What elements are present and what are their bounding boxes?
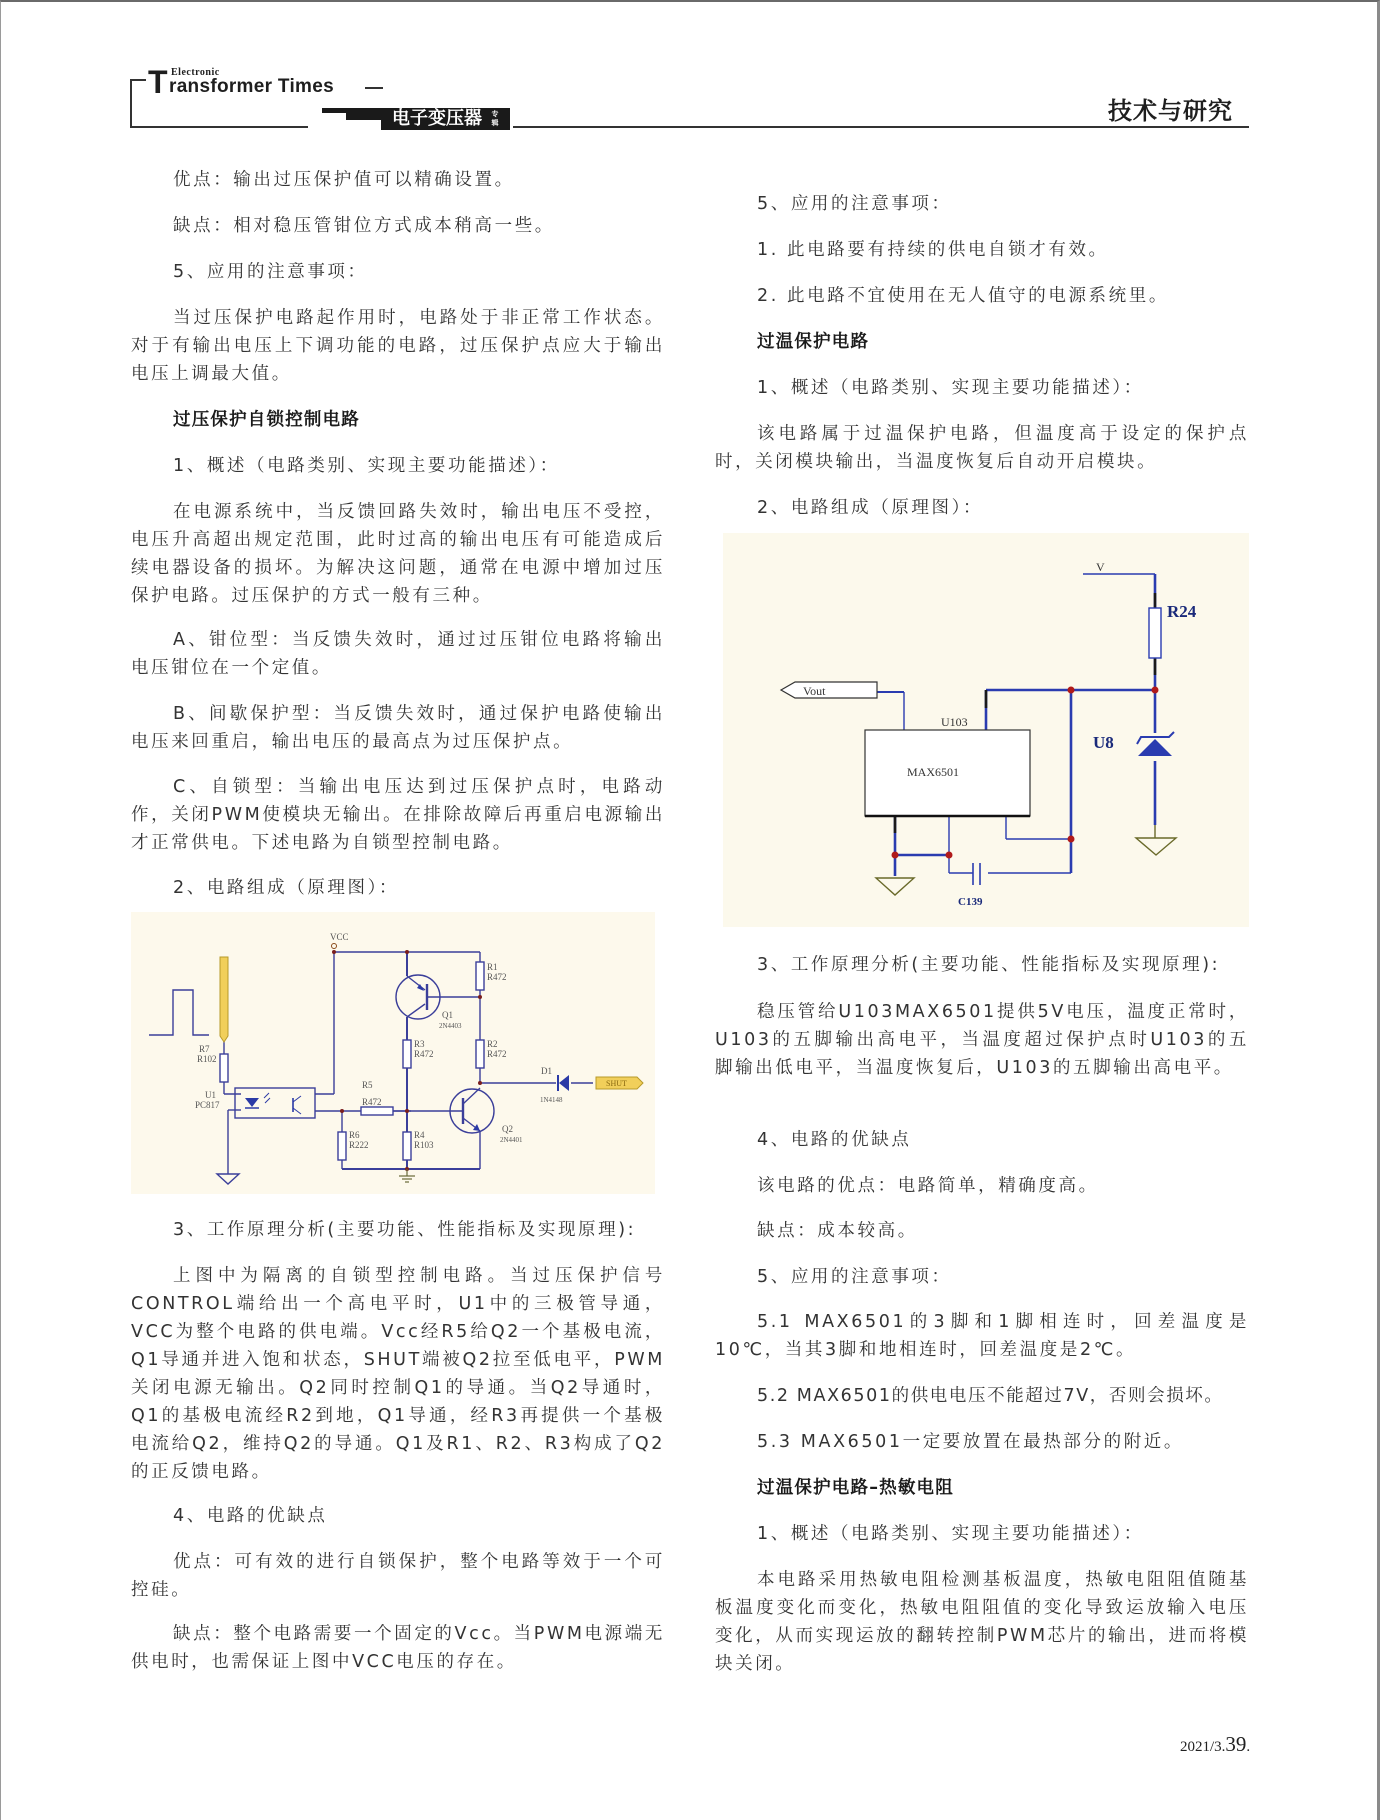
paragraph: 缺点：整个电路需要一个固定的Vcc。当PWM电源端无供电时，也需保证上图中VCC电压的存在。 [131, 1624, 665, 1672]
label-r4-value: R103 [414, 1140, 434, 1150]
label-shut: SHUT [606, 1079, 627, 1088]
label-r24: R24 [1167, 602, 1197, 621]
paragraph: 4、电路的优缺点 [173, 1506, 328, 1526]
paragraph: 5、应用的注意事项： [173, 262, 368, 282]
label-r6-value: R222 [349, 1140, 369, 1150]
brand-initial: T [148, 64, 168, 100]
figure-over-temp-circuit [723, 533, 1249, 927]
page-number: 39 [1225, 1732, 1247, 1756]
paragraph: B、间歇保护型：当反馈失效时，通过保护电路使输出电压来回重启，输出电压的最高点为过压保护点。 [131, 704, 665, 752]
paragraph: 1、概述（电路类别、实现主要功能描述）： [757, 1524, 1144, 1544]
label-r2: R2 [487, 1039, 498, 1049]
label-q2: Q2 [502, 1124, 513, 1134]
label-r4: R4 [414, 1130, 425, 1140]
resistor-r3 [403, 1040, 411, 1068]
label-r1-value: R472 [487, 972, 507, 982]
brand-cn-title: 电子变压器 [392, 108, 482, 129]
paragraph: 4、电路的优缺点 [757, 1130, 912, 1150]
header-rule [130, 79, 132, 127]
label-max6501: MAX6501 [907, 765, 960, 779]
header-rule [130, 79, 146, 81]
paragraph: 当过压保护电路起作用时，电路处于非正常工作状态。对于有输出电压上下调功能的电路，过压保护点应大于输出电压上调最大值。 [131, 308, 665, 384]
paragraph: 缺点：相对稳压管钳位方式成本稍高一些。 [173, 216, 555, 236]
label-r5-value: R472 [362, 1097, 382, 1107]
label-d1: D1 [541, 1066, 552, 1076]
label-q1-value: 2N4403 [439, 1022, 462, 1030]
label-r6: R6 [349, 1130, 360, 1140]
paragraph: 5、应用的注意事项： [757, 194, 952, 214]
paragraph: 优点：可有效的进行自锁保护，整个电路等效于一个可控硅。 [131, 1552, 665, 1600]
paragraph: 5.1 MAX6501的3脚和1脚相连时，回差温度是10℃，当其3脚和地相连时，回差温度是2℃。 [715, 1312, 1249, 1360]
label-r1: R1 [487, 962, 498, 972]
resistor-r7 [220, 1054, 228, 1082]
section-heading: 过温保护电路–热敏电阻 [757, 1478, 954, 1498]
paragraph: 稳压管给U103MAX6501提供5V电压，温度正常时，U103的五脚输出高电平，当温度超过保护点时U103的五脚输出低电平，当温度恢复后，U103的五脚输出高电平。 [715, 1002, 1249, 1078]
paragraph: 2、电路组成（原理图）： [173, 878, 400, 898]
paragraph: 5、应用的注意事项： [757, 1267, 952, 1287]
section-heading: 过温保护电路 [757, 332, 870, 352]
issue-number: 2021/3. [1180, 1739, 1226, 1755]
paragraph: 1. 此电路要有持续的供电自锁才有效。 [757, 240, 1109, 260]
label-u1: U1 [205, 1090, 216, 1100]
paragraph: 1、概述（电路类别、实现主要功能描述）： [173, 456, 560, 476]
label-c139: C139 [958, 896, 983, 908]
header-rule [365, 87, 383, 89]
header-rule [130, 126, 308, 128]
brand-prefix: Electronic [171, 67, 220, 78]
control-input-connector [220, 957, 228, 1042]
label-u8: U8 [1093, 733, 1114, 752]
paragraph: 3、工作原理分析(主要功能、性能指标及实现原理): [757, 955, 1221, 975]
resistor-r5 [361, 1107, 393, 1115]
resistor-r6 [338, 1132, 346, 1160]
brand-name: ransformer Times [169, 76, 334, 97]
paragraph: 该电路的优点：电路简单，精确度高。 [757, 1176, 1099, 1196]
label-d1-value: 1N4148 [540, 1096, 563, 1104]
label-vout: Vout [803, 684, 826, 698]
label-r7: R7 [199, 1044, 210, 1054]
paragraph: 上图中为隔离的自锁型控制电路。当过压保护信号CONTROL端给出一个高电平时，U1中的三极管导通，VCC为整个电路的供电端。Vcc经R5给Q2一个基极电流，Q1导通并进入饱和状态，SHUT端被Q2拉至低电平，PWM关闭电源无输出。Q2同时控制Q1的导通。当Q2导通时，Q1的基极电流经R2到地，Q1导通，经R3再提供一个基极电流给Q2，维持Q2的导通。Q1及R1、R2、R3构成了Q2的正反馈电路。 [131, 1266, 665, 1482]
page-footer [1180, 1732, 1250, 1757]
resistor-r2 [476, 1040, 484, 1068]
brand-logo-step [346, 108, 386, 120]
brand-cn-tag: 专辑 [491, 110, 499, 127]
label-r7-value: R102 [197, 1054, 217, 1064]
paragraph: 1、概述（电路类别、实现主要功能描述）： [757, 378, 1144, 398]
figure-background [131, 912, 655, 1194]
paragraph: 该电路属于过温保护电路，但温度高于设定的保护点时，关闭模块输出，当温度恢复后自动开启模块。 [715, 424, 1249, 472]
paragraph: A、钳位型：当反馈失效时，通过过压钳位电路将输出电压钳位在一个定值。 [131, 630, 665, 678]
resistor-r1 [476, 962, 484, 990]
resistor-r4 [403, 1132, 411, 1160]
paragraph: 5.3 MAX6501一定要放置在最热部分的附近。 [757, 1432, 1184, 1452]
label-q2-value: 2N4401 [500, 1136, 523, 1144]
paragraph: 在电源系统中，当反馈回路失效时，输出电压不受控，电压升高超出规定范围，此时过高的输出电压有可能造成后续电器设备的损坏。为解决这问题，通常在电源中增加过压保护电路。过压保护的方式一般有三种。 [131, 502, 665, 606]
paragraph: 5.2 MAX6501的供电电压不能超过7V，否则会损坏。 [757, 1386, 1224, 1406]
label-u1-value: PC817 [195, 1100, 220, 1110]
label-r3-value: R472 [414, 1049, 434, 1059]
vout-connector [781, 682, 877, 698]
label-vcc: VCC [330, 932, 349, 942]
label-r3: R3 [414, 1039, 425, 1049]
paragraph: 2、电路组成（原理图）： [757, 498, 984, 518]
footer-dot: . [1246, 1739, 1251, 1755]
label-r5: R5 [362, 1080, 373, 1090]
section-heading: 过压保护自锁控制电路 [173, 410, 360, 430]
paragraph: 缺点：成本较高。 [757, 1221, 918, 1241]
label-r2-value: R472 [487, 1049, 507, 1059]
paragraph: 本电路采用热敏电阻检测基板温度，热敏电阻阻值随基板温度变化而变化，热敏电阻阻值的变化导致运放输入电压变化，从而实现运放的翻转控制PWM芯片的输出，进而将模块关闭。 [715, 1570, 1249, 1674]
label-u103: U103 [941, 715, 968, 729]
paragraph: 2. 此电路不宜使用在无人值守的电源系统里。 [757, 286, 1169, 306]
header-rule [513, 126, 1249, 128]
paragraph: 3、工作原理分析(主要功能、性能指标及实现原理): [173, 1220, 637, 1240]
label-q1: Q1 [442, 1010, 453, 1020]
figure-self-lock-circuit [131, 912, 655, 1194]
paragraph: 优点：输出过压保护值可以精确设置。 [173, 170, 515, 190]
resistor-r24 [1149, 608, 1161, 658]
paragraph: C、自锁型：当输出电压达到过压保护点时，电路动作，关闭PWM使模块无输出。在排除故障后再重启电源输出才正常供电。下述电路为自锁型控制电路。 [131, 777, 665, 853]
section-title: 技术与研究 [1108, 97, 1233, 125]
label-v: V [1096, 560, 1105, 574]
